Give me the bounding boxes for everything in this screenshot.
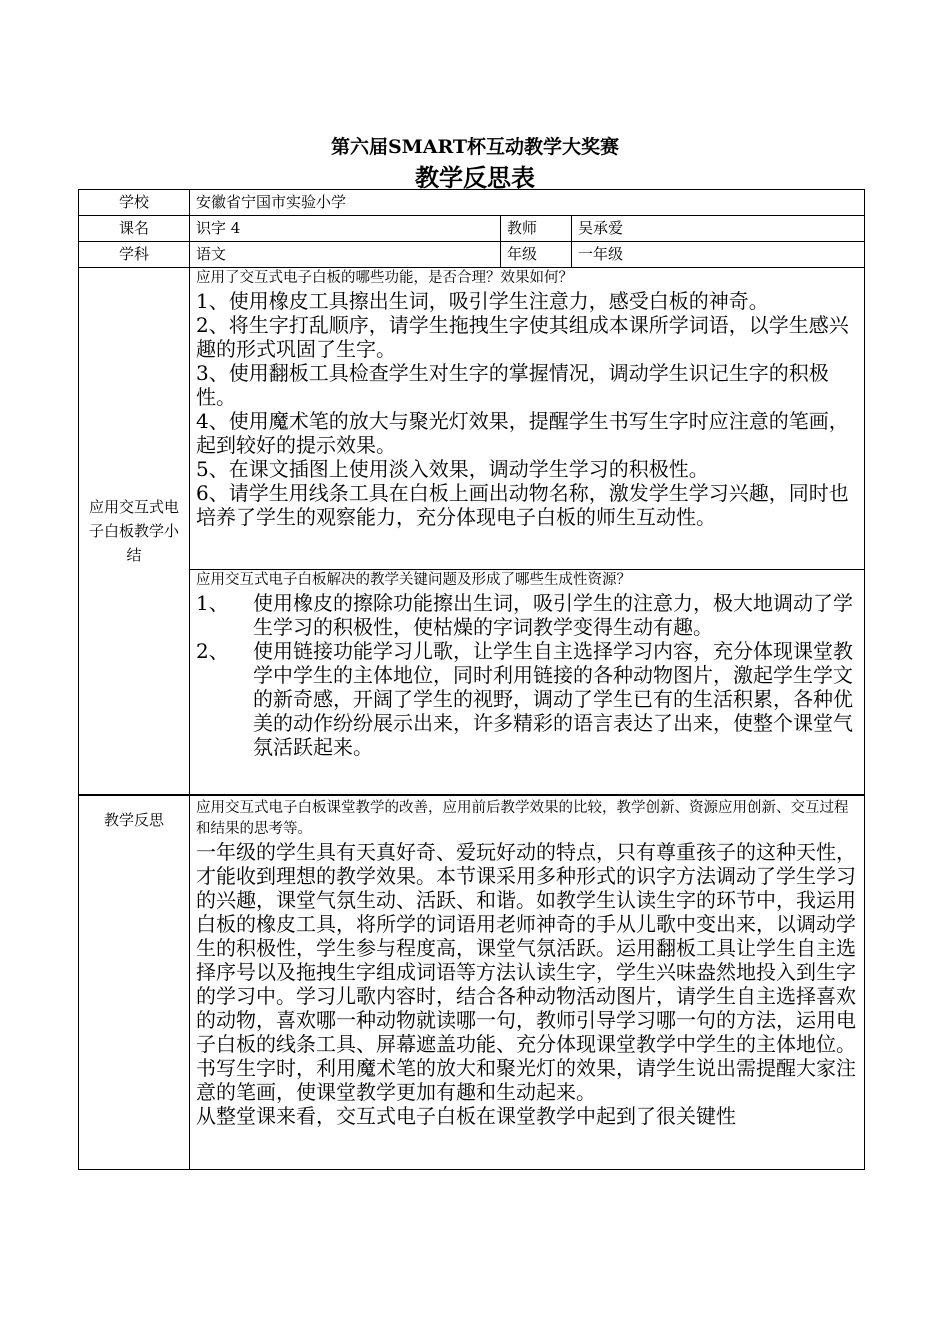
functions-item: 2、将生字打乱顺序，请学生拖拽生字使其组成本课所学词语，以学生感兴趣的形式巩固了生字。 [196,313,849,361]
summary-label: 应用交互式电子白板教学小结 [79,268,190,796]
key-problems-cell [190,570,865,796]
contest-title: 第六届SMART杯互动教学大奖赛 [330,136,620,158]
grade-label: 年级 [501,242,572,268]
key-problems-row [79,570,865,796]
functions-item: 6、请学生用线条工具在白板上画出动物名称，激发学生学习兴趣，同时也培养了学生的观察能力，充分体现电子白板的师生互动性。 [196,481,849,529]
reflection-content [196,798,858,1169]
school-value: 安徽省宁国市实验小学 [190,190,865,216]
item-number: 2、 [196,639,229,663]
school-label: 学校 [79,190,190,216]
course-label: 课名 [79,216,190,242]
key-problems-item [196,591,858,639]
reflection-paragraph: 一年级的学生具有天真好奇、爱玩好动的特点，只有尊重孩子的这种天性，才能收到理想的教学效果。本节课采用多种形式的识字方法调动了学生学习的兴趣，课堂气氛生动、活跃、和谐。如教学生认读生字的环节中，我运用白板的橡皮工具，将所学的词语用老师神奇的手从儿歌中变出来，以调动学生的积极性，学生参与程度高，课堂气氛活跃。运用翻板工具让学生自主选择序号以及拖拽生字组成词语等方法认读生字，学生兴味盎然地投入到生字的学习中。学习儿歌内容时，结合各种动物活动图片，请学生自主选择喜欢的动物，喜欢哪一种动物就读哪一句，教师引导学习哪一句的方法，运用电子白板的线条工具、屏幕遮盖功能、充分体现课堂教学中学生的主体地位。书写生字时，利用魔术笔的放大和聚光灯的效果，请学生说出需提醒大家注意的笔画，使课堂教学更加有趣和生动起来。 [196,840,856,1104]
functions-item: 4、使用魔术笔的放大与聚光灯效果，提醒学生书写生字时应注意的笔画，起到较好的提示效果。 [196,409,849,457]
functions-item: 1、使用橡皮工具擦出生词，吸引学生注意力，感受白板的神奇。 [196,289,769,313]
functions-cell [190,268,865,570]
teacher-label: 教师 [501,216,572,242]
reflection-paragraph: 从整堂课来看，交互式电子白板在课堂教学中起到了很关键性 [196,1104,736,1128]
subject-label: 学科 [79,242,190,268]
reflection-table [78,189,865,1170]
subject-row [79,242,865,268]
grade-value: 一年级 [572,242,865,268]
subject-value: 语文 [190,242,501,268]
reflection-question: 应用交互式电子白板课堂教学的改善，应用前后教学效果的比较，教学创新、资源应用创新、交互过程和结果的思考等。 [196,800,849,837]
item-number: 1、 [196,591,229,615]
form-title: 教学反思表 [415,163,535,192]
functions-item: 5、在课文插图上使用淡入效果，调动学生学习的积极性。 [196,457,709,481]
key-problems-item [196,639,858,759]
item-text: 使用链接功能学习儿歌，让学生自主选择学习内容，充分体现课堂教学中学生的主体地位，同时利用链接的各种动物图片，激起学生学文的新奇感，开阔了学生的视野，调动了学生已有的生活积累，各种优美的动作纷纷展示出来，许多精彩的语言表达了出来，使整个课堂气氛活跃起来。 [253,639,853,759]
summary-row [79,268,865,570]
reflection-row [79,795,865,1170]
reflection-label: 教学反思 [79,795,190,1170]
course-row [79,216,865,242]
reflection-cell [190,795,865,1170]
course-value: 识字 4 [190,216,501,242]
functions-item: 3、使用翻板工具检查学生对生字的掌握情况，调动学生识记生字的积极性。 [196,361,829,409]
school-row [79,190,865,216]
teacher-value: 吴承爱 [572,216,865,242]
item-text: 使用橡皮的擦除功能擦出生词，吸引学生的注意力，极大地调动了学生学习的积极性，使枯燥的字词教学变得生动有趣。 [253,591,853,639]
key-problems-question: 应用交互式电子白板解决的教学关键问题及形成了哪些生成性资源？ [196,572,631,588]
functions-question: 应用了交互式电子白板的哪些功能，是否合理？效果如何？ [196,270,573,286]
